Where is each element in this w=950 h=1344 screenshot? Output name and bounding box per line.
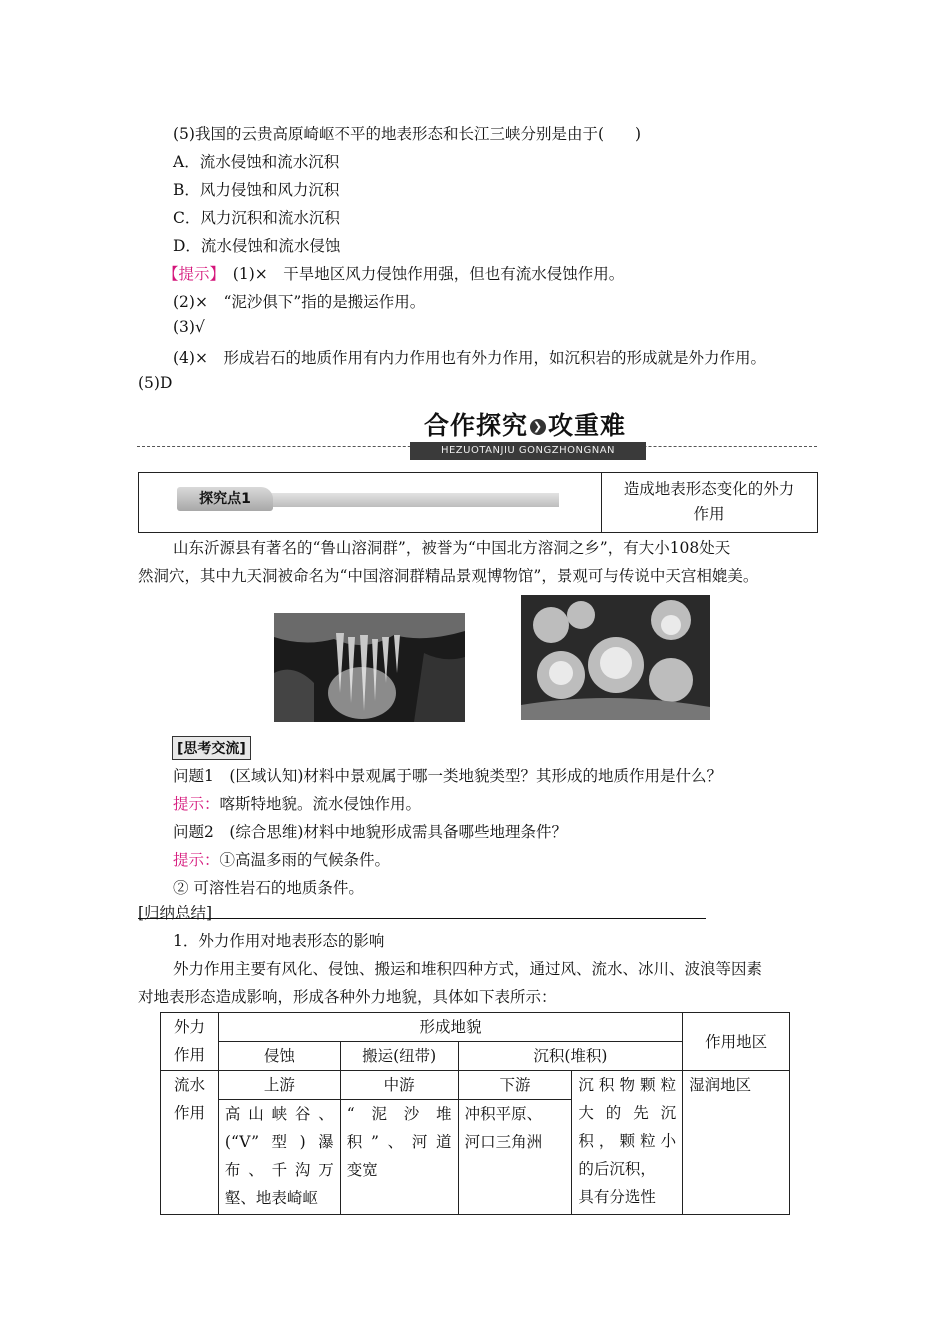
header-transport: 搬运(纽带) [340, 1042, 458, 1071]
explore-bar [227, 493, 559, 507]
hint-line-3: (3)√ [173, 318, 205, 336]
summary-heading: 1．外力作用对地表形态的影响 [173, 932, 385, 950]
header-region: 作用地区 [683, 1013, 790, 1071]
option-c: C．风力沉积和流水沉积 [173, 209, 340, 227]
question-5-stem: (5)我国的云贵高原崎岖不平的地表形态和长江三峡分别是由于( ) [173, 125, 642, 143]
landform-table [160, 1012, 790, 1215]
row-region: 湿润地区 [683, 1071, 790, 1215]
summary-para-2: 对地表形态造成影响，形成各种外力地貌，具体如下表所示： [138, 988, 557, 1006]
transport-sub: 中游 [340, 1071, 458, 1100]
explore-point-box [138, 472, 818, 533]
transport-landforms: “泥沙堆 积”、河道 变宽 [340, 1100, 458, 1215]
box-divider [601, 473, 602, 532]
question-1: 问题1 (区域认知)材料中景观属于哪一类地貌类型？其形成的地质作用是什么？ [173, 767, 722, 785]
deposit-note: 沉积物颗粒 大的先沉 积，颗粒小 的后沉积， 具有分选性 [572, 1071, 683, 1215]
explore-topic [609, 477, 809, 527]
hint-1-text: (1)× 干旱地区风力侵蚀作用强，但也有流水侵蚀作用。 [232, 265, 625, 283]
answer-1-tag: 提示： [173, 795, 220, 813]
option-b: B．风力侵蚀和风力沉积 [173, 181, 340, 199]
option-a: A．流水侵蚀和流水沉积 [173, 153, 340, 171]
material-line-2: 然洞穴，其中九天洞被命名为“中国溶洞群精品景观博物馆”，景观可与传说中天宫相媲美。 [138, 567, 759, 585]
summary-underline [138, 918, 706, 919]
section-banner [410, 404, 646, 462]
answer-2-tag: 提示： [173, 851, 220, 869]
hint-tag: 【提示】 [163, 265, 218, 283]
header-force: 外力 作用 [161, 1013, 219, 1071]
summary-para-1: 外力作用主要有风化、侵蚀、搬运和堆积四种方式，通过风、流水、冰川、波浪等因素 [173, 960, 763, 978]
banner-title-a: 合作探究 [424, 411, 529, 440]
answer-1 [173, 792, 421, 814]
explore-label [177, 487, 559, 511]
think-tag: [思考交流] [172, 736, 251, 760]
arrow-icon: ❯ [530, 419, 546, 435]
explore-tag: 探究点1 [177, 487, 273, 511]
hint-line-5: (5)D [138, 374, 173, 392]
answer-2-text: ①高温多雨的气候条件。 [219, 851, 391, 869]
cave-photo-left [274, 613, 465, 722]
header-landform: 形成地貌 [218, 1013, 682, 1042]
banner-title [424, 406, 626, 442]
summary-tag: [归纳总结] [138, 904, 213, 922]
answer-2 [173, 848, 390, 870]
question-2: 问题2 (综合思维)材料中地貌形成需具备哪些地理条件？ [173, 823, 567, 841]
material-line-1: 山东沂源县有著名的“鲁山溶洞群”，被誉为“中国北方溶洞之乡”，有大小108处天 [173, 539, 731, 557]
deposit-sub: 下游 [458, 1071, 572, 1100]
header-erosion: 侵蚀 [218, 1042, 340, 1071]
cave-photo-right [521, 595, 710, 720]
erosion-sub: 上游 [218, 1071, 340, 1100]
banner-subtitle: HEZUOTANJIU GONGZHONGNAN [410, 442, 646, 460]
answer-2b: ② 可溶性岩石的地质条件。 [173, 879, 364, 897]
row-force: 流水 作用 [161, 1071, 219, 1215]
explore-topic-line-1: 造成地表形态变化的外力 [623, 480, 795, 498]
hint-line-1 [163, 262, 624, 284]
deposit-landforms: 冲积平原、 河口三角洲 [458, 1100, 572, 1215]
hint-line-2: (2)× “泥沙俱下”指的是搬运作用。 [173, 293, 426, 311]
hint-line-4: (4)× 形成岩石的地质作用有内力作用也有外力作用，如沉积岩的形成就是外力作用。 [173, 349, 766, 367]
banner-title-b: 攻重难 [548, 411, 627, 440]
explore-topic-line-2: 作用 [693, 505, 725, 523]
answer-1-text: 喀斯特地貌。流水侵蚀作用。 [219, 795, 422, 813]
erosion-landforms: 高山峡谷、 (“V”型)瀑 布、千沟万 壑、地表崎岖 [218, 1100, 340, 1215]
option-d: D．流水侵蚀和流水侵蚀 [173, 237, 341, 255]
header-deposit: 沉积(堆积) [458, 1042, 683, 1071]
